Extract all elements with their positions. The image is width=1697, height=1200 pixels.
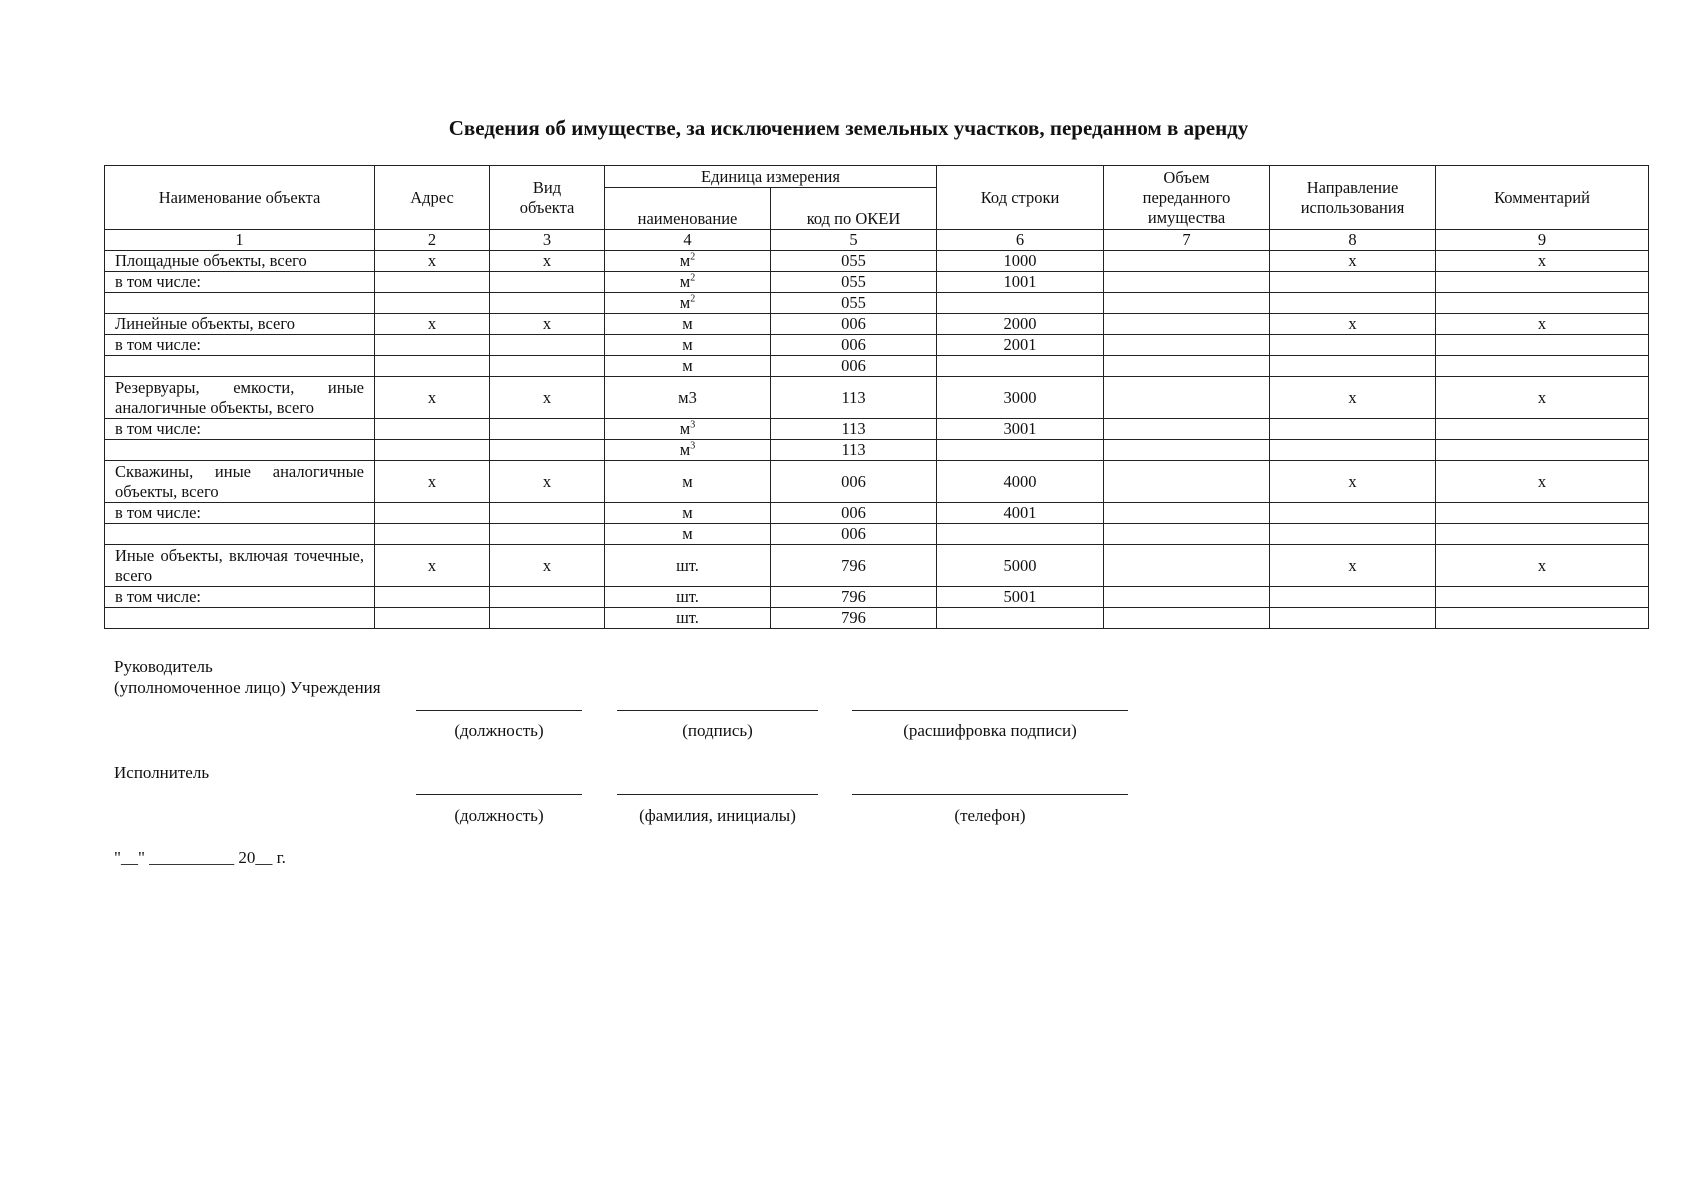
property-table <box>104 165 1649 629</box>
table-row <box>105 503 1649 524</box>
cell-unit <box>605 587 771 608</box>
unit-text: шт. <box>676 608 699 627</box>
unit-text: м <box>682 524 693 543</box>
executor-caption-name: (фамилия, инициалы) <box>639 806 796 825</box>
cell-address <box>375 587 490 608</box>
cell-volume <box>1104 461 1270 503</box>
head-decoding-line <box>852 710 1128 711</box>
unit-text: шт. <box>676 555 699 575</box>
cell-direction <box>1270 503 1436 524</box>
cell-address <box>375 335 490 356</box>
cell-code: 2001 <box>937 335 1104 356</box>
cell-unit <box>605 377 771 419</box>
cell-volume <box>1104 587 1270 608</box>
cell-type <box>490 335 605 356</box>
cell-name: Иные объекты, включая точечные, всего <box>105 545 375 587</box>
cell-code <box>937 608 1104 629</box>
cell-okei: 113 <box>771 419 937 440</box>
header-volume: Объем переданного имущества <box>1104 166 1270 230</box>
table-row <box>105 461 1649 503</box>
cell-comment <box>1436 272 1649 293</box>
head-signature-line <box>617 710 818 711</box>
cell-address <box>375 419 490 440</box>
cell-volume <box>1104 377 1270 419</box>
cell-direction <box>1270 440 1436 461</box>
cell-type <box>490 356 605 377</box>
cell-volume <box>1104 503 1270 524</box>
cell-address <box>375 440 490 461</box>
cell-type: х <box>490 251 605 272</box>
column-number: 5 <box>771 230 937 251</box>
cell-address <box>375 356 490 377</box>
executor-caption-phone: (телефон) <box>954 806 1026 825</box>
cell-unit <box>605 440 771 461</box>
cell-unit <box>605 419 771 440</box>
cell-comment <box>1436 503 1649 524</box>
cell-type <box>490 524 605 545</box>
cell-unit <box>605 314 771 335</box>
table-row <box>105 440 1649 461</box>
cell-address <box>375 272 490 293</box>
cell-comment <box>1436 587 1649 608</box>
cell-code: 5001 <box>937 587 1104 608</box>
cell-address: х <box>375 545 490 587</box>
executor-position-line <box>416 794 582 795</box>
header-unit-group: Единица измерения <box>605 166 937 188</box>
cell-type: х <box>490 377 605 419</box>
cell-name: в том числе: <box>105 335 375 356</box>
cell-comment <box>1436 524 1649 545</box>
table-row <box>105 377 1649 419</box>
cell-address: х <box>375 377 490 419</box>
cell-address <box>375 293 490 314</box>
table-row <box>105 545 1649 587</box>
cell-name: Линейные объекты, всего <box>105 314 375 335</box>
executor-caption-position: (должность) <box>454 806 544 825</box>
cell-direction: х <box>1270 461 1436 503</box>
cell-name: в том числе: <box>105 587 375 608</box>
cell-code: 4001 <box>937 503 1104 524</box>
cell-name: в том числе: <box>105 503 375 524</box>
cell-direction <box>1270 608 1436 629</box>
head-caption-decoding: (расшифровка подписи) <box>903 721 1077 740</box>
header-name: Наименование объекта <box>105 166 375 230</box>
cell-name <box>105 524 375 545</box>
cell-name: Скважины, иные аналогичные объекты, всего <box>105 461 375 503</box>
cell-unit <box>605 272 771 293</box>
executor-phone-line <box>852 794 1128 795</box>
cell-comment: х <box>1436 251 1649 272</box>
cell-name <box>105 608 375 629</box>
head-caption-position: (должность) <box>454 721 544 740</box>
cell-code: 2000 <box>937 314 1104 335</box>
unit-superscript: 3 <box>690 419 696 431</box>
cell-okei: 006 <box>771 356 937 377</box>
cell-type <box>490 419 605 440</box>
cell-okei: 006 <box>771 503 937 524</box>
cell-okei: 796 <box>771 587 937 608</box>
cell-type: х <box>490 545 605 587</box>
cell-unit <box>605 251 771 272</box>
cell-name: в том числе: <box>105 419 375 440</box>
table-row <box>105 419 1649 440</box>
cell-direction <box>1270 356 1436 377</box>
cell-comment: х <box>1436 545 1649 587</box>
head-label-line1: Руководитель <box>114 657 213 676</box>
header-address: Адрес <box>375 166 490 230</box>
unit-text: м <box>679 293 691 312</box>
cell-unit <box>605 608 771 629</box>
cell-volume <box>1104 545 1270 587</box>
cell-comment <box>1436 293 1649 314</box>
cell-okei: 113 <box>771 440 937 461</box>
cell-code: 5000 <box>937 545 1104 587</box>
unit-text: м <box>679 251 691 270</box>
cell-volume <box>1104 440 1270 461</box>
header-direction: Направление использования <box>1270 166 1436 230</box>
cell-type <box>490 587 605 608</box>
column-number: 9 <box>1436 230 1649 251</box>
cell-volume <box>1104 524 1270 545</box>
table-row <box>105 524 1649 545</box>
cell-direction: х <box>1270 251 1436 272</box>
cell-name: Резервуары, емкости, иные аналогичные объекты, всего <box>105 377 375 419</box>
cell-code: 3000 <box>937 377 1104 419</box>
column-number: 4 <box>605 230 771 251</box>
column-number: 2 <box>375 230 490 251</box>
column-number: 6 <box>937 230 1104 251</box>
header-type: Вид объекта <box>490 166 605 230</box>
unit-text: м <box>682 335 693 354</box>
cell-direction <box>1270 293 1436 314</box>
cell-okei: 055 <box>771 293 937 314</box>
cell-code <box>937 440 1104 461</box>
unit-superscript: 2 <box>690 251 696 263</box>
executor-label: Исполнитель <box>114 763 210 782</box>
cell-volume <box>1104 356 1270 377</box>
cell-okei: 006 <box>771 314 937 335</box>
cell-volume <box>1104 335 1270 356</box>
cell-name <box>105 440 375 461</box>
table-row <box>105 272 1649 293</box>
cell-volume <box>1104 608 1270 629</box>
cell-volume <box>1104 314 1270 335</box>
cell-unit <box>605 293 771 314</box>
table-row <box>105 608 1649 629</box>
cell-comment: х <box>1436 377 1649 419</box>
cell-volume <box>1104 272 1270 293</box>
column-number: 3 <box>490 230 605 251</box>
cell-direction <box>1270 524 1436 545</box>
header-comment: Комментарий <box>1436 166 1649 230</box>
cell-direction: х <box>1270 314 1436 335</box>
cell-comment <box>1436 335 1649 356</box>
cell-comment: х <box>1436 314 1649 335</box>
head-caption-signature: (подпись) <box>682 721 753 740</box>
cell-code <box>937 293 1104 314</box>
cell-unit <box>605 356 771 377</box>
cell-okei: 796 <box>771 608 937 629</box>
table-row <box>105 587 1649 608</box>
cell-okei: 006 <box>771 461 937 503</box>
cell-direction <box>1270 272 1436 293</box>
column-number: 8 <box>1270 230 1436 251</box>
cell-name: в том числе: <box>105 272 375 293</box>
unit-text: м <box>679 440 691 459</box>
column-number: 1 <box>105 230 375 251</box>
cell-code: 1001 <box>937 272 1104 293</box>
unit-text: м <box>682 356 693 375</box>
cell-type: х <box>490 461 605 503</box>
cell-type <box>490 272 605 293</box>
cell-unit <box>605 503 771 524</box>
table-row <box>105 314 1649 335</box>
cell-okei: 006 <box>771 335 937 356</box>
table-row <box>105 356 1649 377</box>
cell-unit <box>605 461 771 503</box>
cell-name: Площадные объекты, всего <box>105 251 375 272</box>
table-row <box>105 293 1649 314</box>
unit-text: м <box>682 314 693 333</box>
cell-type: х <box>490 314 605 335</box>
cell-type <box>490 293 605 314</box>
unit-superscript: 2 <box>690 293 696 305</box>
cell-address <box>375 608 490 629</box>
cell-code: 4000 <box>937 461 1104 503</box>
page-title: Сведения об имуществе, за исключением земельных участков, переданном в аренду <box>448 116 1249 140</box>
executor-name-line <box>617 794 818 795</box>
cell-address: х <box>375 251 490 272</box>
cell-direction <box>1270 335 1436 356</box>
column-number: 7 <box>1104 230 1270 251</box>
unit-text: м <box>679 419 691 438</box>
cell-comment <box>1436 356 1649 377</box>
unit-text: м <box>679 272 691 291</box>
cell-code: 3001 <box>937 419 1104 440</box>
unit-text: м <box>682 471 693 491</box>
table-row <box>105 335 1649 356</box>
unit-superscript: 2 <box>690 272 696 284</box>
head-label-line2: (уполномоченное лицо) Учреждения <box>114 678 381 697</box>
cell-okei: 113 <box>771 377 937 419</box>
column-number-row <box>105 230 1649 251</box>
cell-okei: 796 <box>771 545 937 587</box>
cell-address: х <box>375 314 490 335</box>
cell-address <box>375 524 490 545</box>
header-unit-code: код по ОКЕИ <box>771 188 937 230</box>
cell-type <box>490 608 605 629</box>
cell-comment: х <box>1436 461 1649 503</box>
cell-comment <box>1436 440 1649 461</box>
header-unit-name: наименование <box>605 188 771 230</box>
cell-okei: 055 <box>771 251 937 272</box>
unit-superscript: 3 <box>690 440 696 452</box>
cell-code: 1000 <box>937 251 1104 272</box>
unit-text: м <box>682 503 693 522</box>
cell-unit <box>605 545 771 587</box>
head-position-line <box>416 710 582 711</box>
cell-okei: 006 <box>771 524 937 545</box>
cell-volume <box>1104 419 1270 440</box>
cell-direction: х <box>1270 545 1436 587</box>
table-row <box>105 251 1649 272</box>
cell-address <box>375 503 490 524</box>
cell-direction <box>1270 419 1436 440</box>
cell-okei: 055 <box>771 272 937 293</box>
header-row-code: Код строки <box>937 166 1104 230</box>
unit-text: шт. <box>676 587 699 606</box>
cell-comment <box>1436 608 1649 629</box>
cell-volume <box>1104 293 1270 314</box>
cell-type <box>490 503 605 524</box>
cell-name <box>105 293 375 314</box>
cell-name <box>105 356 375 377</box>
cell-code <box>937 356 1104 377</box>
cell-unit <box>605 524 771 545</box>
cell-type <box>490 440 605 461</box>
cell-volume <box>1104 251 1270 272</box>
date-line: "__" __________ 20__ г. <box>114 848 286 867</box>
cell-unit <box>605 335 771 356</box>
unit-text: м3 <box>678 387 697 407</box>
cell-code <box>937 524 1104 545</box>
cell-direction <box>1270 587 1436 608</box>
cell-address: х <box>375 461 490 503</box>
cell-direction: х <box>1270 377 1436 419</box>
cell-comment <box>1436 419 1649 440</box>
